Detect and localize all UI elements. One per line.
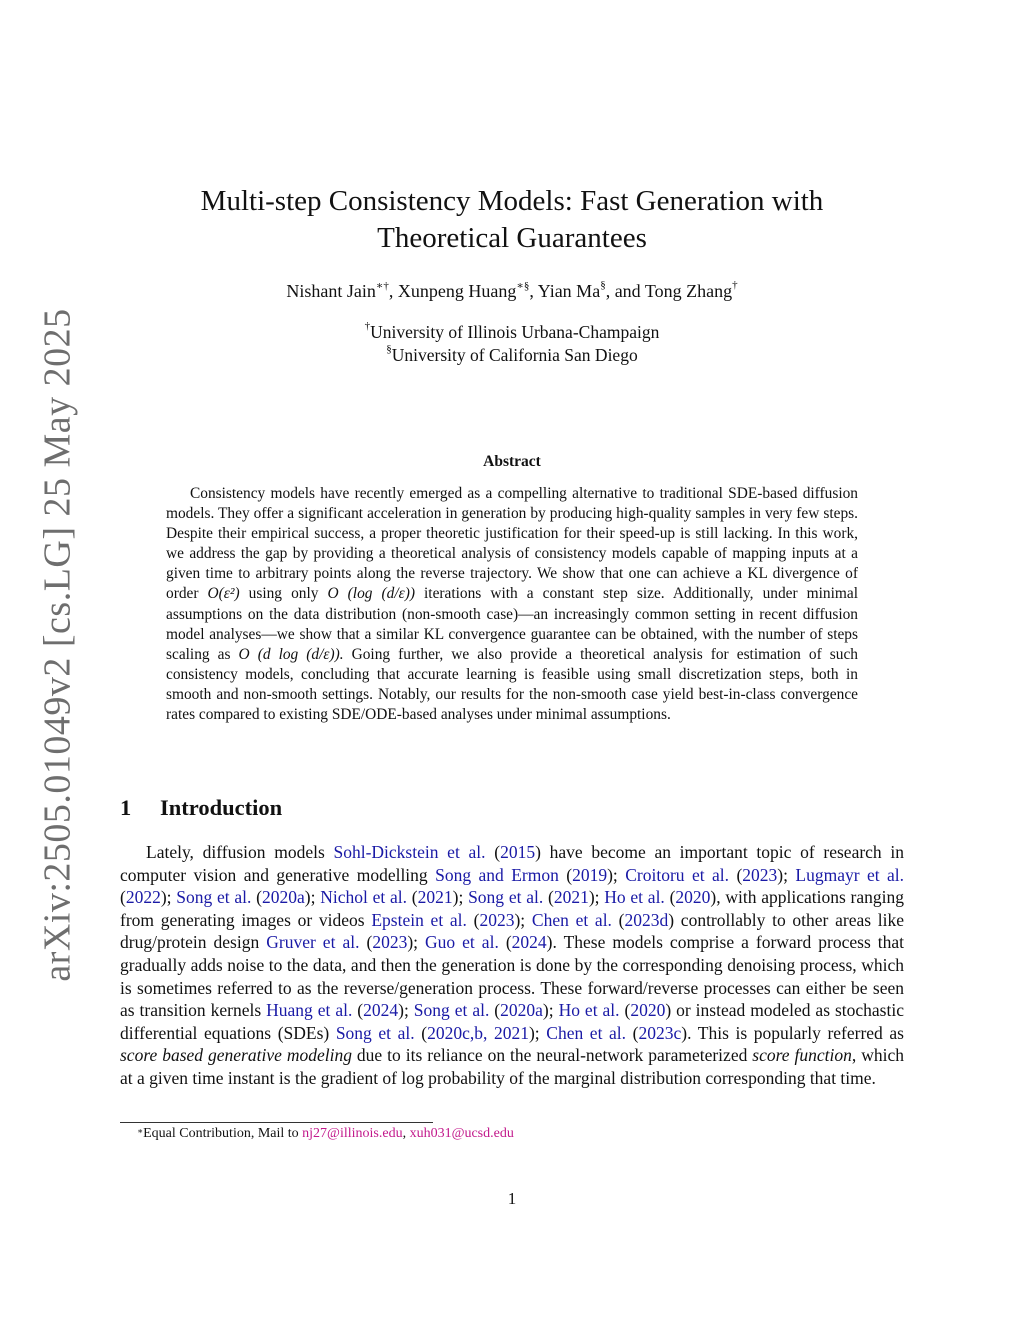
- author-list: [120, 281, 904, 302]
- body-text: or instead modeled as stochastic differential equations (SDEs): [120, 1000, 904, 1043]
- arxiv-identifier-text: arXiv:2505.01049v2 [cs.LG] 25 May 2025: [37, 308, 80, 982]
- abstract-text: using only: [248, 585, 319, 603]
- citation-link[interactable]: Ho et al.: [604, 887, 665, 908]
- section-title: Introduction: [160, 795, 283, 820]
- citation-year-link[interactable]: 2024: [511, 932, 547, 953]
- section-number: 1: [120, 795, 132, 820]
- page-number: 1: [507, 1189, 517, 1208]
- body-text: , which at a given time instant is the gradient of log probability of the marginal distribution corresponding that time.: [120, 1045, 904, 1088]
- citation-year-link[interactable]: 2021: [417, 887, 453, 908]
- abstract-body: [166, 484, 858, 725]
- body-text: controllably to other areas like drug/protein design: [120, 909, 905, 953]
- affiliation-name: University of California San Diego: [391, 345, 638, 365]
- section-heading-introduction: [120, 795, 282, 821]
- author-name: Xunpeng Huang: [397, 281, 517, 301]
- footnote: [137, 1126, 514, 1142]
- emphasis-text: score based generative modeling: [120, 1045, 352, 1066]
- citation-link[interactable]: Nichol et al.: [320, 887, 408, 908]
- author-separator: ,: [388, 281, 398, 301]
- citation-year-link[interactable]: 2023: [479, 909, 515, 930]
- paper-title-line-2: Theoretical Guarantees: [377, 222, 647, 254]
- citation-year-link[interactable]: 2019: [572, 864, 608, 885]
- author-affiliation-mark: †: [732, 279, 738, 291]
- introduction-paragraph: Lately, diffusion models Sohl-Dickstein et al. (2015) have become an important topic of research in computer vision and generative modelling Song and Ermon (2019); Croitoru et al. (2023); Lugmayr et al. (2022); Song et al. (2020a); Nichol et al. (2021); Song et al. (2021); Ho et al. (2020), with applications ranging from generating images or videos Epstein et al. (2023); Chen et al. (2023d) controllably to other areas like drug/protein design Gruver et al. (2023); Guo et al. (2024). These models comprise a forward process that gradually adds noise to the data, and then the generation is done by the corresponding denoising process, which is sometimes referred to as the reverse/generation process. These forward/reverse processes can either be seen as transition kernels Huang et al. (2024); Song et al. (2020a); Ho et al. (2020) or instead modeled as stochastic differential equations (SDEs) Song et al. (2020c,b, 2021); Chen et al. (2023c). This is popularly referred as score based generative modeling due to its reliance on the neural-network parameterized score function, which at a given time instant is the gradient of log probability of the marginal distribution corresponding that time.: [120, 842, 905, 1088]
- affiliation-name: University of Illinois Urbana-Champaign: [370, 322, 660, 342]
- abstract-heading: Abstract: [483, 453, 541, 470]
- citation-year-link[interactable]: 2020a: [500, 1000, 543, 1021]
- abstract-text: iterations with a constant step size. Additionally, under minimal assumptions on the data distribution (non-smooth case)—an increasingly common setting in recent diffusion model analyses—we show that a similar KL convergence guarantee can be obtained, with the number of steps scaling as: [166, 585, 858, 663]
- author-name: Yian Ma: [537, 281, 601, 301]
- citation-year-link[interactable]: 2023: [372, 932, 408, 953]
- citation-link[interactable]: Chen et al.: [531, 909, 612, 930]
- citation-link[interactable]: Lugmayr et al.: [795, 864, 905, 885]
- body-text: , with applications ranging from generating images or videos: [120, 887, 905, 930]
- citation-link[interactable]: Ho et al.: [558, 1000, 620, 1021]
- citation-link[interactable]: Croitoru et al.: [625, 864, 730, 885]
- author-affiliation-mark: §: [600, 279, 606, 291]
- abstract-math: O(ε²): [207, 585, 240, 603]
- affiliation-mark: †: [364, 320, 371, 332]
- citation-year-link[interactable]: 2023d: [624, 909, 669, 930]
- citation-year-link[interactable]: 2020: [630, 1000, 666, 1021]
- abstract-text: Consistency models have recently emerged as a compelling alternative to traditional SDE-based diffusion models. They offer a significant acceleration in generation by producing high-quality samples in very few steps. Despite their empirical success, a proper theoretic justification for their speed-up is still lacking. In this work, we address the gap by providing a theoretical analysis of consistency models capable of mapping inputs at a given time to arbitrary points along the reverse trajectory. We show that one can achieve a KL divergence of order: [166, 485, 858, 603]
- citation-link[interactable]: Song et al.: [335, 1022, 415, 1043]
- body-text: . These models comprise a forward process that gradually adds noise to the data, and then the generation is done by the corresponding denoising process, which is sometimes referred to as the reverse/generation process. These forward/reverse processes can either be seen as transition kernels: [120, 932, 905, 1021]
- citation-year-link[interactable]: 2023: [742, 864, 778, 885]
- citation-link[interactable]: Song et al.: [413, 1000, 490, 1021]
- citation-link[interactable]: Song and Ermon: [435, 864, 559, 885]
- citation-year-link[interactable]: 2023c: [638, 1022, 682, 1043]
- abstract-text: Going further, we also provide a theoretical analysis for estimation of such consistency models, concluding that accurate learning is feasible using small discretization steps, both in smooth and non-smooth settings. Notably, our results for the non-smooth case yield best-in-class convergence rates compared to existing SDE/ODE-based analyses under minimal assumptions.: [166, 645, 858, 724]
- arxiv-identifier-stamp: [28, 308, 88, 982]
- citation-year-link[interactable]: 2024: [363, 1000, 399, 1021]
- affiliation-ucsd: [120, 345, 904, 366]
- citation-year-link[interactable]: 2015: [500, 842, 536, 862]
- affiliation-uiuc: [120, 322, 904, 343]
- abstract-math: O (d log (d/ε)).: [238, 645, 344, 663]
- citation-link[interactable]: Huang et al.: [266, 1000, 353, 1021]
- email-link[interactable]: nj27@illinois.edu: [302, 1126, 403, 1141]
- author-affiliation-mark: ∗§: [516, 280, 530, 292]
- citation-link[interactable]: Guo et al.: [425, 932, 499, 953]
- body-text: . This is popularly referred as: [687, 1022, 904, 1043]
- paper-title-line-1: Multi-step Consistency Models: Fast Generation with: [200, 185, 824, 217]
- citation-link[interactable]: Epstein et al.: [371, 909, 467, 930]
- author-name: Nishant Jain: [286, 281, 376, 301]
- citation-link[interactable]: Sohl-Dickstein et al.: [333, 842, 486, 862]
- footnote-divider: [120, 1122, 433, 1123]
- author-separator: , and: [605, 281, 645, 301]
- citation-link[interactable]: Song et al.: [468, 887, 544, 908]
- footnote-separator: ,: [402, 1126, 410, 1141]
- citation-year-link[interactable]: 2020c,b, 2021: [427, 1022, 529, 1043]
- body-text: due to its reliance on the neural-network parameterized: [351, 1045, 753, 1066]
- affiliation-mark: §: [386, 343, 392, 355]
- citation-year-link[interactable]: 2020a: [262, 887, 305, 908]
- citation-year-link[interactable]: 2021: [553, 887, 589, 908]
- citation-link[interactable]: Song et al.: [176, 887, 252, 908]
- citation-link[interactable]: Chen et al.: [546, 1022, 627, 1043]
- author-affiliation-mark: ∗†: [375, 280, 389, 292]
- paper-title: [120, 183, 904, 257]
- body-text: have become an important topic of research in computer vision and generative modelling: [120, 842, 904, 885]
- author-name: Tong Zhang: [644, 281, 733, 301]
- abstract-math: O (log (d/ε)): [327, 585, 415, 603]
- email-link[interactable]: xuh031@ucsd.edu: [409, 1126, 514, 1141]
- citation-year-link[interactable]: 2020: [675, 887, 711, 908]
- body-text: Lately, diffusion models: [146, 842, 334, 862]
- emphasis-text: score function: [752, 1045, 852, 1066]
- citation-link[interactable]: Gruver et al.: [266, 932, 360, 953]
- citation-year-link[interactable]: 2022: [125, 887, 161, 908]
- footnote-text: Equal Contribution, Mail to: [143, 1126, 303, 1141]
- footnote-mark: ∗: [137, 1126, 144, 1136]
- author-separator: ,: [529, 281, 538, 301]
